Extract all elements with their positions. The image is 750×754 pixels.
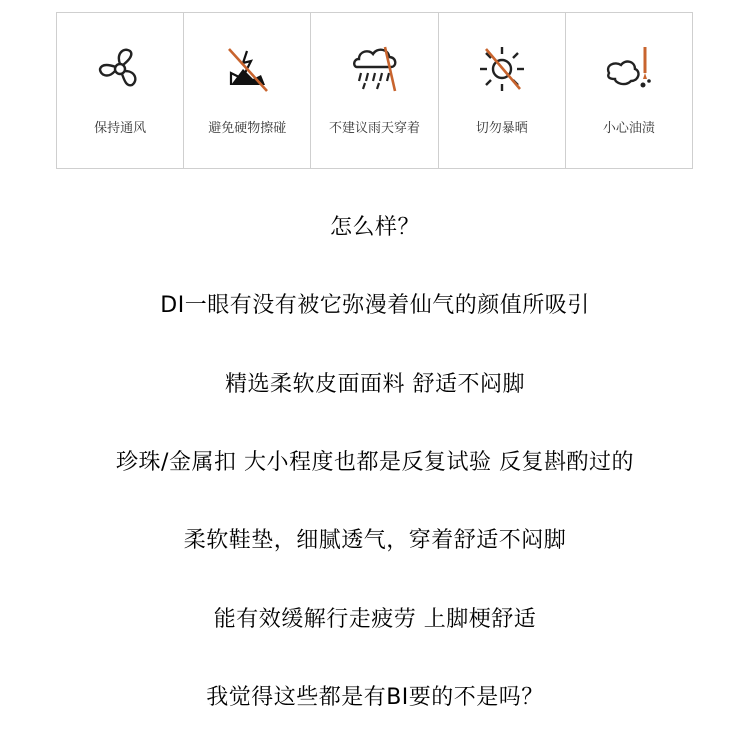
- care-item-ventilate: [57, 13, 184, 168]
- copy-line-appearance: DI一眼有没有被它弥漫着仙气的颜值所吸引: [160, 293, 590, 318]
- care-item-no-rain: [311, 13, 438, 168]
- copy-line-comfort: 能有效缓解行走疲劳 上脚梗舒适: [213, 607, 537, 632]
- care-item-avoid-hard-objects: [184, 13, 311, 168]
- copy-line-material: 精选柔软皮面面料 舒适不闷脚: [225, 372, 525, 397]
- care-item-no-sun: [439, 13, 566, 168]
- ventilate-fan-icon: [90, 43, 150, 95]
- care-label: 不建议雨天穿着: [329, 121, 421, 136]
- oil-stain-icon: [599, 43, 659, 95]
- care-instructions-strip: [56, 12, 693, 169]
- copy-line-insole: 柔软鞋垫，细腻透气，穿着舒适不闷脚: [183, 528, 567, 553]
- care-item-oil-stain: [566, 13, 692, 168]
- copy-line-buckle: 珍珠/金属扣 大小程度也都是反复试验 反复斟酌过的: [116, 450, 634, 475]
- no-hard-object-icon: [217, 43, 277, 95]
- no-sun-icon: [472, 43, 532, 95]
- no-rain-icon: [345, 43, 405, 95]
- care-label: 避免硬物擦碰: [208, 121, 287, 136]
- copy-line-closing: 我觉得这些都是有BI要的不是吗？: [206, 685, 544, 710]
- care-label: 小心油渍: [602, 121, 655, 136]
- care-label: 切勿暴晒: [475, 121, 528, 136]
- copy-line-question: 怎么样？: [329, 215, 420, 240]
- care-label: 保持通风: [94, 121, 147, 136]
